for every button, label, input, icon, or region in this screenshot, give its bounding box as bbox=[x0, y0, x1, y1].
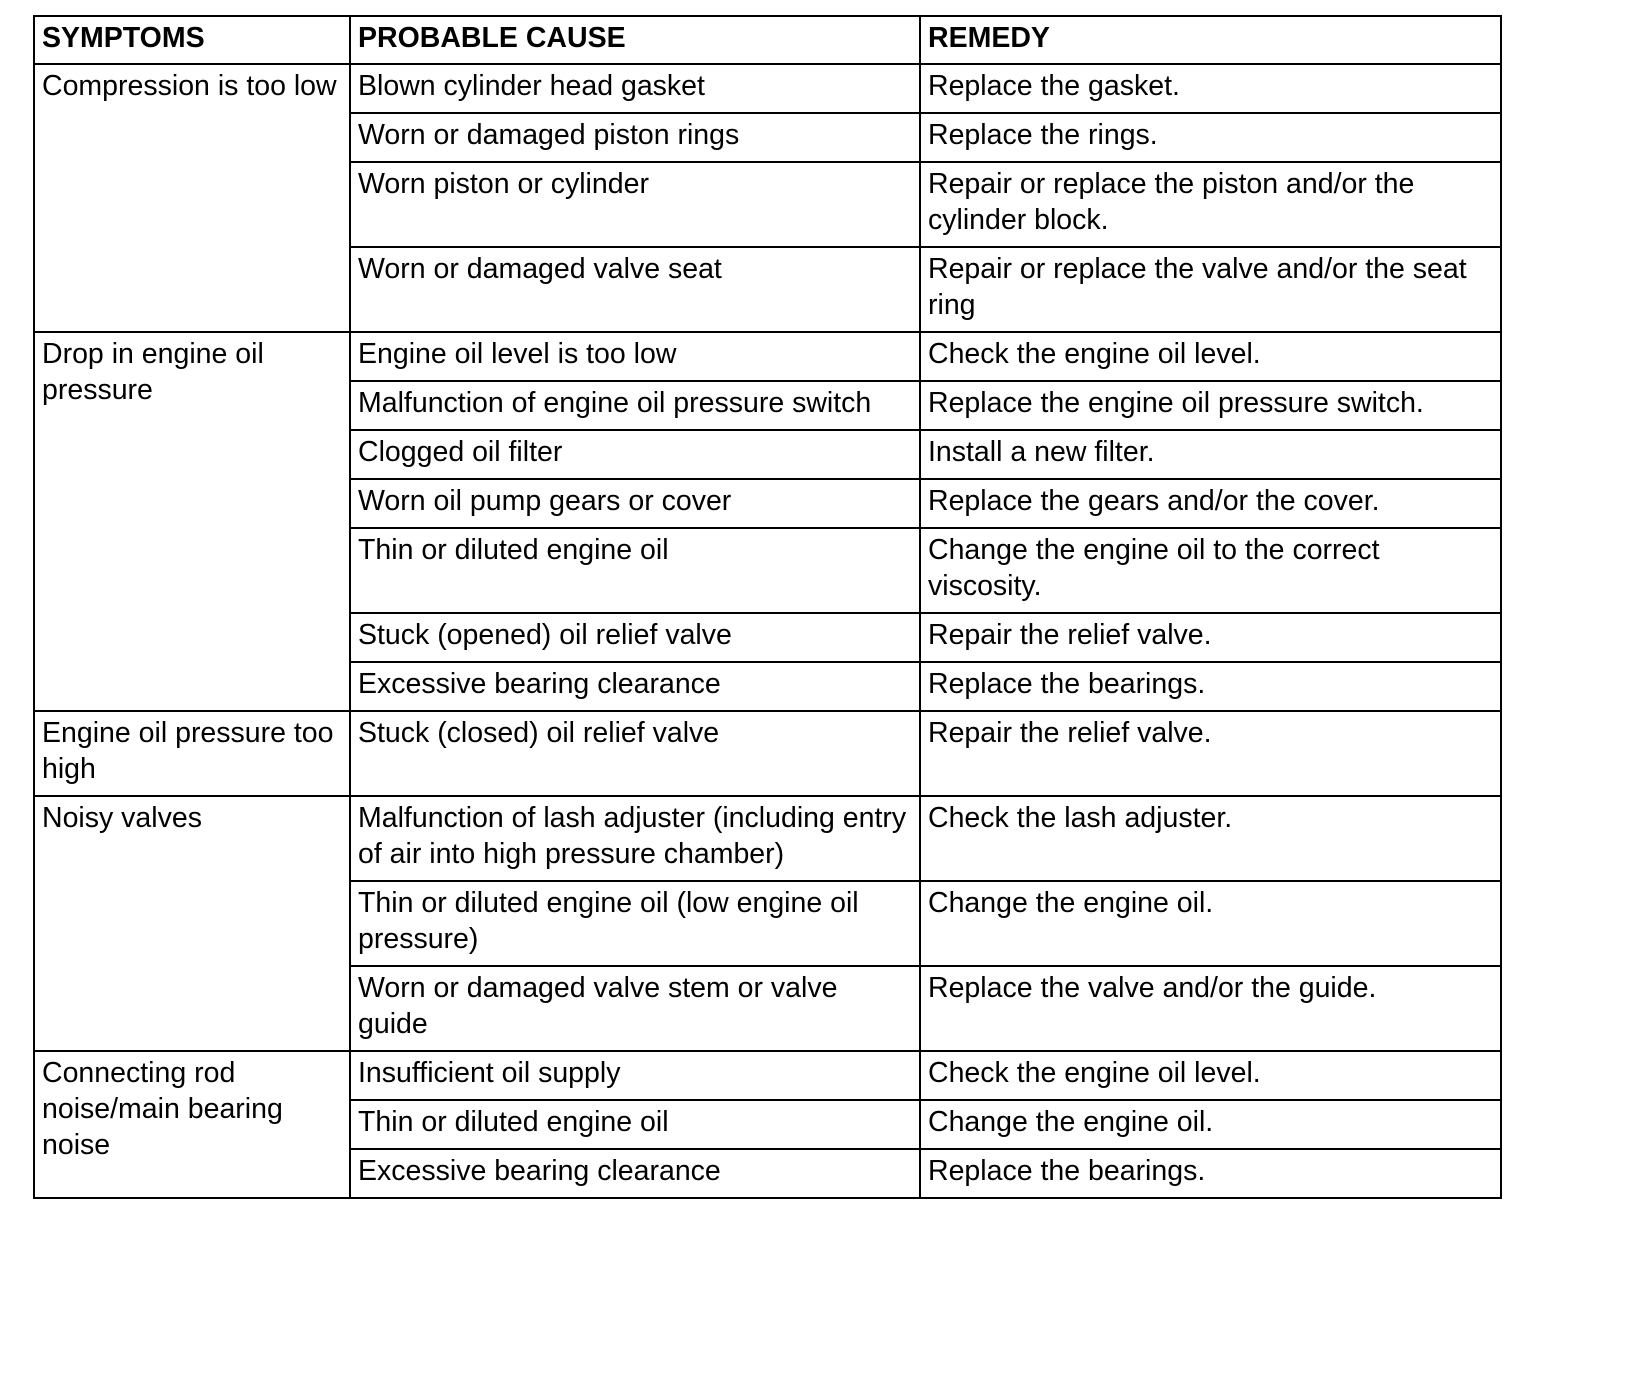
remedy-cell: Replace the valve and/or the guide. bbox=[920, 966, 1501, 1051]
remedy-cell: Check the engine oil level. bbox=[920, 332, 1501, 381]
header-remedy: REMEDY bbox=[920, 16, 1501, 64]
table-row bbox=[34, 332, 1501, 381]
header-symptoms: SYMPTOMS bbox=[34, 16, 350, 64]
remedy-cell: Repair the relief valve. bbox=[920, 613, 1501, 662]
remedy-cell: Change the engine oil. bbox=[920, 881, 1501, 966]
cause-cell: Malfunction of engine oil pressure switch bbox=[350, 381, 920, 430]
cause-cell: Excessive bearing clearance bbox=[350, 662, 920, 711]
symptom-cell: Engine oil pressure too high bbox=[34, 711, 350, 796]
symptom-cell: Connecting rod noise/main bearing noise bbox=[34, 1051, 350, 1198]
cause-cell: Worn or damaged piston rings bbox=[350, 113, 920, 162]
cause-cell: Stuck (closed) oil relief valve bbox=[350, 711, 920, 796]
cause-cell: Worn piston or cylinder bbox=[350, 162, 920, 247]
symptom-cell: Drop in engine oil pressure bbox=[34, 332, 350, 711]
cause-cell: Stuck (opened) oil relief valve bbox=[350, 613, 920, 662]
remedy-cell: Check the lash adjuster. bbox=[920, 796, 1501, 881]
table-row bbox=[34, 64, 1501, 113]
header-probable-cause: PROBABLE CAUSE bbox=[350, 16, 920, 64]
symptom-cell: Compression is too low bbox=[34, 64, 350, 332]
cause-cell: Worn oil pump gears or cover bbox=[350, 479, 920, 528]
remedy-cell: Replace the engine oil pressure switch. bbox=[920, 381, 1501, 430]
remedy-cell: Change the engine oil. bbox=[920, 1100, 1501, 1149]
cause-cell: Worn or damaged valve seat bbox=[350, 247, 920, 332]
symptom-cell: Noisy valves bbox=[34, 796, 350, 1051]
cause-cell: Blown cylinder head gasket bbox=[350, 64, 920, 113]
remedy-cell: Change the engine oil to the correct viscosity. bbox=[920, 528, 1501, 613]
remedy-cell: Repair or replace the piston and/or the cylinder block. bbox=[920, 162, 1501, 247]
remedy-cell: Repair or replace the valve and/or the seat ring bbox=[920, 247, 1501, 332]
remedy-cell: Install a new filter. bbox=[920, 430, 1501, 479]
table-row bbox=[34, 796, 1501, 881]
table-row bbox=[34, 711, 1501, 796]
header-row bbox=[34, 16, 1501, 64]
cause-cell: Insufficient oil supply bbox=[350, 1051, 920, 1100]
cause-cell: Clogged oil filter bbox=[350, 430, 920, 479]
cause-cell: Thin or diluted engine oil (low engine oil pressure) bbox=[350, 881, 920, 966]
cause-cell: Excessive bearing clearance bbox=[350, 1149, 920, 1198]
table-row bbox=[34, 1051, 1501, 1100]
remedy-cell: Replace the bearings. bbox=[920, 1149, 1501, 1198]
cause-cell: Thin or diluted engine oil bbox=[350, 528, 920, 613]
remedy-cell: Replace the rings. bbox=[920, 113, 1501, 162]
cause-cell: Malfunction of lash adjuster (including entry of air into high pressure chamber) bbox=[350, 796, 920, 881]
troubleshooting-table bbox=[33, 15, 1502, 1199]
remedy-cell: Check the engine oil level. bbox=[920, 1051, 1501, 1100]
cause-cell: Thin or diluted engine oil bbox=[350, 1100, 920, 1149]
remedy-cell: Replace the gasket. bbox=[920, 64, 1501, 113]
cause-cell: Engine oil level is too low bbox=[350, 332, 920, 381]
cause-cell: Worn or damaged valve stem or valve guide bbox=[350, 966, 920, 1051]
remedy-cell: Replace the bearings. bbox=[920, 662, 1501, 711]
remedy-cell: Replace the gears and/or the cover. bbox=[920, 479, 1501, 528]
remedy-cell: Repair the relief valve. bbox=[920, 711, 1501, 796]
